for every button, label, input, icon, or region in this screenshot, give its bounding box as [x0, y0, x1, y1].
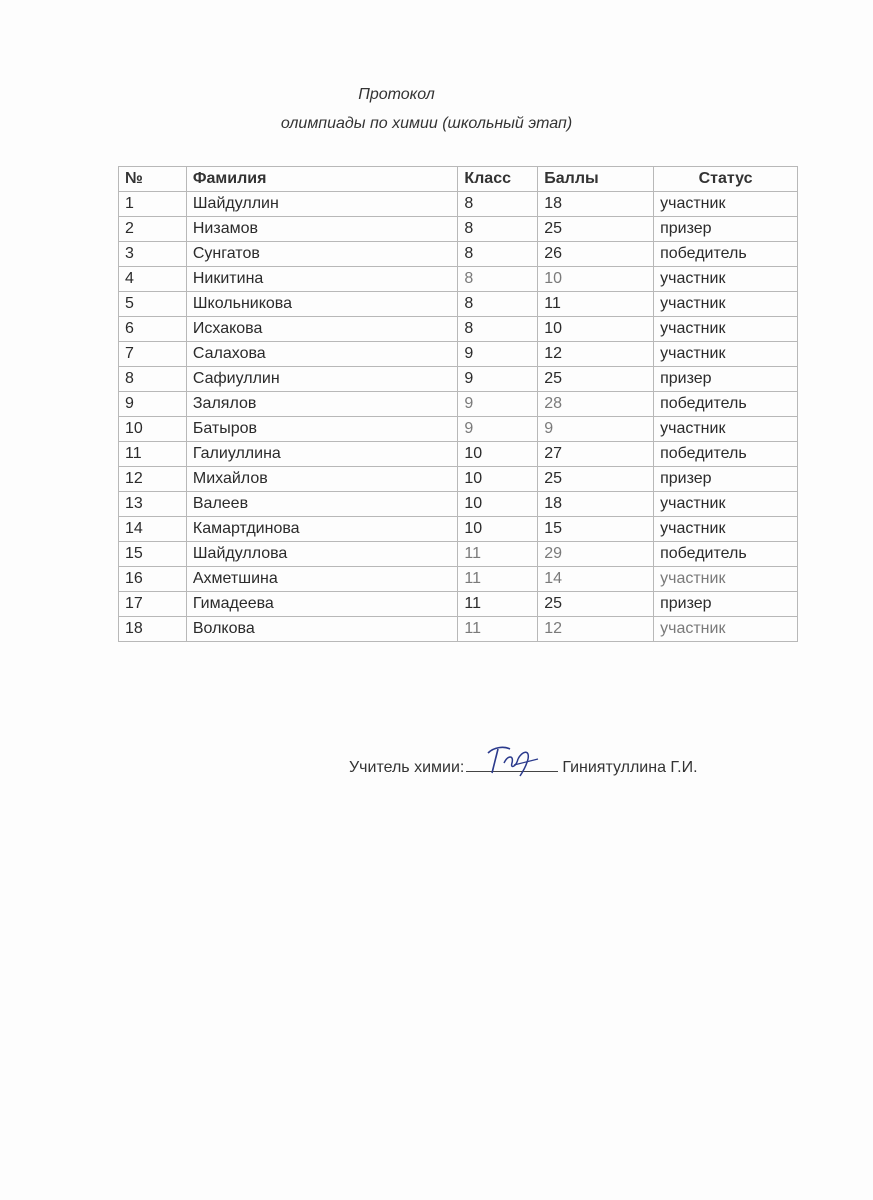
signature-blank [466, 757, 558, 772]
cell-status: участник [654, 617, 798, 642]
cell-class: 10 [458, 442, 538, 467]
cell-surname: Школьникова [186, 292, 457, 317]
cell-status: участник [654, 317, 798, 342]
cell-score: 14 [538, 567, 654, 592]
cell-score: 10 [538, 317, 654, 342]
cell-score: 25 [538, 367, 654, 392]
cell-surname: Никитина [186, 267, 457, 292]
cell-surname: Сафиуллин [186, 367, 457, 392]
table-header-row [119, 167, 798, 192]
cell-class: 11 [458, 542, 538, 567]
cell-surname: Волкова [186, 617, 457, 642]
table-row [119, 317, 798, 342]
cell-surname: Сунгатов [186, 242, 457, 267]
cell-class: 8 [458, 242, 538, 267]
column-header-surname: Фамилия [186, 167, 457, 192]
cell-number: 9 [119, 392, 187, 417]
column-header-class: Класс [458, 167, 538, 192]
cell-status: победитель [654, 442, 798, 467]
cell-status: победитель [654, 242, 798, 267]
cell-status: призер [654, 592, 798, 617]
cell-status: участник [654, 267, 798, 292]
cell-class: 11 [458, 617, 538, 642]
cell-surname: Михайлов [186, 467, 457, 492]
table-body [119, 192, 798, 642]
cell-class: 9 [458, 342, 538, 367]
cell-surname: Шайдуллин [186, 192, 457, 217]
results-table [118, 166, 798, 642]
cell-score: 25 [538, 467, 654, 492]
table-row [119, 492, 798, 517]
cell-number: 15 [119, 542, 187, 567]
cell-number: 18 [119, 617, 187, 642]
cell-number: 4 [119, 267, 187, 292]
table-row [119, 467, 798, 492]
cell-class: 8 [458, 292, 538, 317]
cell-class: 8 [458, 217, 538, 242]
cell-status: призер [654, 217, 798, 242]
cell-class: 8 [458, 317, 538, 342]
table-row [119, 192, 798, 217]
cell-number: 10 [119, 417, 187, 442]
cell-number: 2 [119, 217, 187, 242]
cell-surname: Шайдуллова [186, 542, 457, 567]
table-row [119, 267, 798, 292]
cell-score: 12 [538, 342, 654, 367]
cell-number: 11 [119, 442, 187, 467]
table-row [119, 217, 798, 242]
cell-status: призер [654, 367, 798, 392]
cell-class: 8 [458, 192, 538, 217]
cell-number: 5 [119, 292, 187, 317]
cell-status: участник [654, 292, 798, 317]
cell-surname: Галиуллина [186, 442, 457, 467]
table-row [119, 617, 798, 642]
cell-score: 15 [538, 517, 654, 542]
table-row [119, 542, 798, 567]
cell-surname: Гимадеева [186, 592, 457, 617]
cell-number: 13 [119, 492, 187, 517]
table-row [119, 342, 798, 367]
document-title: Протокол [358, 86, 435, 103]
cell-surname: Низамов [186, 217, 457, 242]
table-row [119, 417, 798, 442]
cell-status: победитель [654, 542, 798, 567]
cell-surname: Ахметшина [186, 567, 457, 592]
cell-score: 12 [538, 617, 654, 642]
cell-number: 14 [119, 517, 187, 542]
teacher-label: Учитель химии: [349, 759, 465, 776]
table-row [119, 242, 798, 267]
cell-score: 27 [538, 442, 654, 467]
table-row [119, 367, 798, 392]
table-row [119, 517, 798, 542]
column-header-status: Статус [654, 167, 798, 192]
cell-class: 9 [458, 367, 538, 392]
cell-number: 6 [119, 317, 187, 342]
cell-score: 26 [538, 242, 654, 267]
cell-score: 25 [538, 217, 654, 242]
cell-score: 11 [538, 292, 654, 317]
cell-class: 10 [458, 517, 538, 542]
cell-surname: Камартдинова [186, 517, 457, 542]
cell-number: 7 [119, 342, 187, 367]
cell-surname: Валеев [186, 492, 457, 517]
cell-status: участник [654, 567, 798, 592]
cell-number: 3 [119, 242, 187, 267]
cell-number: 1 [119, 192, 187, 217]
cell-surname: Исхакова [186, 317, 457, 342]
cell-status: призер [654, 467, 798, 492]
cell-number: 17 [119, 592, 187, 617]
cell-class: 11 [458, 592, 538, 617]
cell-number: 8 [119, 367, 187, 392]
cell-class: 9 [458, 417, 538, 442]
cell-class: 10 [458, 492, 538, 517]
cell-score: 25 [538, 592, 654, 617]
cell-score: 10 [538, 267, 654, 292]
table-row [119, 592, 798, 617]
cell-status: победитель [654, 392, 798, 417]
cell-number: 12 [119, 467, 187, 492]
table-row [119, 442, 798, 467]
cell-status: участник [654, 492, 798, 517]
table-row [119, 292, 798, 317]
table-row [119, 392, 798, 417]
cell-score: 29 [538, 542, 654, 567]
column-header-number: № [119, 167, 187, 192]
cell-class: 8 [458, 267, 538, 292]
table-row [119, 567, 798, 592]
cell-score: 18 [538, 492, 654, 517]
teacher-name: Гиниятуллина Г.И. [562, 759, 698, 776]
cell-surname: Батыров [186, 417, 457, 442]
cell-surname: Залялов [186, 392, 457, 417]
cell-status: участник [654, 517, 798, 542]
handwritten-signature [484, 743, 540, 782]
cell-class: 11 [458, 567, 538, 592]
cell-score: 28 [538, 392, 654, 417]
cell-status: участник [654, 192, 798, 217]
cell-surname: Салахова [186, 342, 457, 367]
cell-number: 16 [119, 567, 187, 592]
document-subtitle: олимпиады по химии (школьный этап) [280, 115, 573, 132]
cell-class: 10 [458, 467, 538, 492]
cell-status: участник [654, 342, 798, 367]
column-header-score: Баллы [538, 167, 654, 192]
cell-status: участник [654, 417, 798, 442]
cell-class: 9 [458, 392, 538, 417]
cell-score: 18 [538, 192, 654, 217]
cell-score: 9 [538, 417, 654, 442]
signature-line [349, 757, 698, 777]
